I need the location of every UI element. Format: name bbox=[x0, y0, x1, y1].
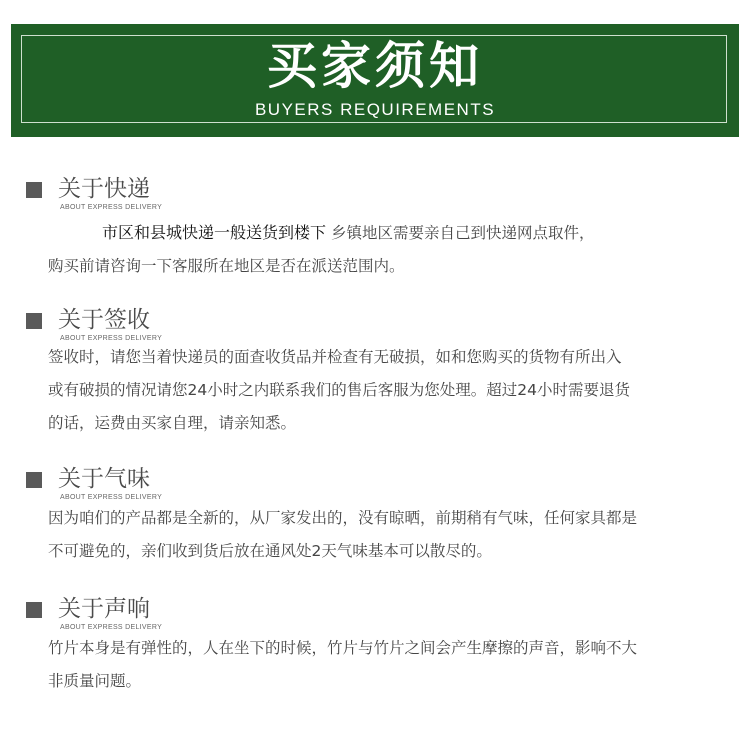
body-line: 或有破损的情况请您24小时之内联系我们的售后客服为您处理。超过24小时需要退货 bbox=[48, 381, 630, 399]
header-banner bbox=[11, 24, 739, 137]
page-title: 买家须知 bbox=[267, 37, 483, 95]
body-line: 的话，运费由买家自理，请亲知悉。 bbox=[48, 414, 297, 432]
section-title: 关于声响 bbox=[58, 596, 150, 622]
section-title: 关于快递 bbox=[58, 176, 150, 202]
section-title: 关于签收 bbox=[58, 307, 150, 333]
body-line: 因为咱们的产品都是全新的，从厂家发出的，没有晾晒，前期稍有气味，任何家具都是 bbox=[48, 509, 638, 527]
section-subtitle: ABOUT EXPRESS DELIVERY bbox=[60, 494, 163, 501]
body-line: 不可避免的，亲们收到货后放在通风处2天气味基本可以散尽的。 bbox=[48, 542, 492, 560]
page-subtitle: BUYERS REQUIREMENTS bbox=[254, 100, 496, 119]
section-body-odor bbox=[48, 502, 728, 568]
section-subtitle: ABOUT EXPRESS DELIVERY bbox=[60, 204, 163, 211]
body-text-emphasis: 市区和县城快递一般送货到楼下 bbox=[102, 223, 327, 242]
square-bullet-icon bbox=[26, 182, 42, 198]
section-body-delivery bbox=[102, 216, 750, 250]
body-text: 乡镇地区需要亲自己到快递网点取件， bbox=[326, 224, 595, 242]
square-bullet-icon bbox=[26, 472, 42, 488]
section-body-noise bbox=[48, 632, 728, 698]
section-subtitle: ABOUT EXPRESS DELIVERY bbox=[60, 335, 163, 342]
section-body-signing bbox=[48, 341, 728, 440]
square-bullet-icon bbox=[26, 313, 42, 329]
section-title: 关于气味 bbox=[58, 466, 150, 492]
body-text: 购买前请咨询一下客服所在地区是否在派送范围内。 bbox=[48, 257, 405, 275]
body-line: 非质量问题。 bbox=[48, 672, 142, 690]
body-line: 签收时，请您当着快递员的面查收货品并检查有无破损，如和您购买的货物有所出入 bbox=[48, 348, 622, 366]
square-bullet-icon bbox=[26, 602, 42, 618]
section-subtitle: ABOUT EXPRESS DELIVERY bbox=[60, 624, 163, 631]
body-line: 竹片本身是有弹性的，人在坐下的时候，竹片与竹片之间会产生摩擦的声音，影响不大 bbox=[48, 639, 638, 657]
section-body-delivery-2 bbox=[48, 250, 728, 283]
